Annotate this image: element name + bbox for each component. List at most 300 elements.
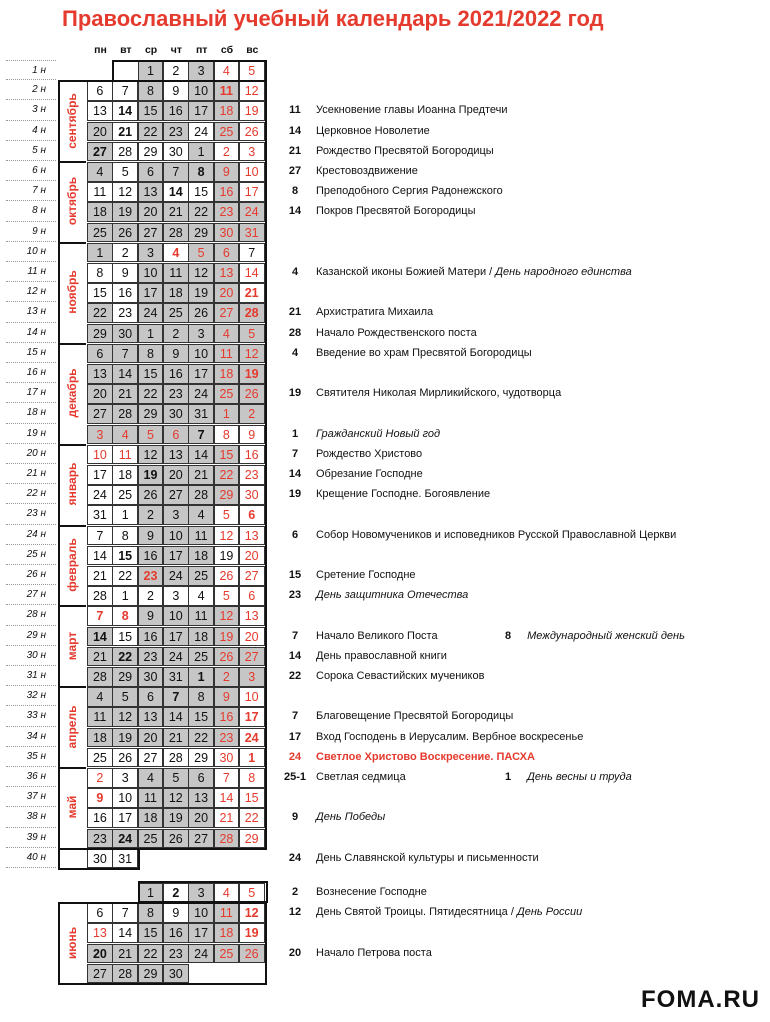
day-cell: 14 <box>112 364 138 384</box>
day-header: вт <box>120 44 132 56</box>
event-date: 7 <box>291 447 299 460</box>
day-cell: 26 <box>163 829 189 849</box>
month-divider <box>58 444 86 446</box>
day-cell: 23 <box>138 647 164 667</box>
event-date: 12 <box>288 906 302 919</box>
day-cell: 24 <box>138 303 164 323</box>
event-date: 1 <box>291 427 299 440</box>
event-date: 22 <box>288 670 302 682</box>
day-cell: 5 <box>138 425 164 445</box>
day-cell: 29 <box>214 485 240 505</box>
event-title <box>316 425 440 444</box>
day-cell: 12 <box>188 263 214 283</box>
day-cell: 26 <box>188 303 214 323</box>
week-label: 18 н <box>6 403 56 423</box>
day-cell: 7 <box>112 903 138 923</box>
day-cell: 2 <box>138 505 164 525</box>
day-cell: 10 <box>239 687 265 707</box>
month-divider <box>58 242 86 244</box>
day-cell: 8 <box>188 162 214 182</box>
day-cell: 8 <box>138 344 164 364</box>
day-cell: 22 <box>138 944 164 964</box>
event-text: Сретение Господне <box>316 569 416 581</box>
event-text: Обрезание Господне <box>316 468 423 480</box>
day-cell: 9 <box>239 425 265 445</box>
day-cell: 12 <box>112 182 138 202</box>
day-cell: 20 <box>87 944 113 964</box>
day-cell: 17 <box>188 101 214 121</box>
week-label: 7 н <box>6 181 56 201</box>
day-cell: 24 <box>112 829 138 849</box>
event-text: Светлое Христово Воскресение. ПАСХА <box>316 750 535 763</box>
day-cell: 11 <box>188 606 214 626</box>
day-cell: 8 <box>214 425 240 445</box>
day-cell: 19 <box>112 202 138 222</box>
day-cell: 22 <box>138 384 164 404</box>
day-cell: 18 <box>87 728 113 748</box>
event-text-italic: Гражданский Новый год <box>316 427 441 440</box>
day-cell: 15 <box>138 364 164 384</box>
day-cell: 29 <box>138 404 164 424</box>
day-cell: 16 <box>87 808 113 828</box>
day-cell: 23 <box>239 465 265 485</box>
event-text: Церковное Новолетие <box>316 124 430 137</box>
month-divider <box>58 161 86 163</box>
event-date: 21 <box>288 306 302 319</box>
day-cell: 23 <box>163 944 189 964</box>
day-cell: 22 <box>188 728 214 748</box>
day-cell: 9 <box>163 344 189 364</box>
week-label: 19 н <box>6 424 56 444</box>
event-title <box>316 101 508 120</box>
day-cell: 6 <box>87 81 113 101</box>
day-cell: 9 <box>87 788 113 808</box>
day-cell: 24 <box>188 384 214 404</box>
event-date: 17 <box>288 730 302 743</box>
day-cell: 4 <box>188 505 214 525</box>
month-divider <box>58 605 86 607</box>
day-cell: 14 <box>188 445 214 465</box>
day-cell: 3 <box>188 883 214 903</box>
day-cell: 18 <box>214 364 240 384</box>
event-text: Святителя Николая Мирликийского, чудотворца <box>316 387 562 400</box>
week-label: 20 н <box>6 444 56 464</box>
day-cell: 15 <box>214 445 240 465</box>
day-cell: 18 <box>163 283 189 303</box>
event-text-italic: День народного единства <box>495 266 632 278</box>
event-text: Крестовоздвижение <box>316 165 418 177</box>
day-cell: 3 <box>87 425 113 445</box>
event-title <box>316 162 418 181</box>
day-cell: 10 <box>87 445 113 465</box>
day-cell: 16 <box>239 445 265 465</box>
day-cell: 1 <box>112 586 138 606</box>
day-cell: 5 <box>239 883 265 903</box>
day-cell: 12 <box>239 344 265 364</box>
event-date: 14 <box>288 205 302 218</box>
event-date: 9 <box>291 811 299 824</box>
day-cell: 3 <box>163 586 189 606</box>
day-cell: 7 <box>112 81 138 101</box>
day-cell: 13 <box>87 101 113 121</box>
week-label: 22 н <box>6 484 56 504</box>
day-cell: 14 <box>239 263 265 283</box>
event-text: День православной книги <box>316 649 447 662</box>
event-title <box>316 384 561 403</box>
event-text: Рождество Христово <box>316 447 423 460</box>
day-cell: 18 <box>87 202 113 222</box>
day-cell: 29 <box>87 324 113 344</box>
day-cell: 22 <box>138 122 164 142</box>
month-divider <box>58 767 86 769</box>
day-cell: 27 <box>188 829 214 849</box>
day-cell: 1 <box>138 324 164 344</box>
event-text: Начало Великого Поста <box>316 629 438 642</box>
month-name: февраль <box>65 538 79 592</box>
day-cell: 28 <box>188 485 214 505</box>
day-cell: 23 <box>214 202 240 222</box>
day-cell: 10 <box>188 81 214 101</box>
day-cell: 27 <box>138 748 164 768</box>
day-cell: 1 <box>188 142 214 162</box>
day-cell: 15 <box>188 182 214 202</box>
day-cell: 11 <box>87 707 113 727</box>
day-cell: 16 <box>163 923 189 943</box>
day-cell: 6 <box>87 903 113 923</box>
day-cell: 17 <box>239 182 265 202</box>
week-label: 32 н <box>6 686 56 706</box>
event-title <box>316 808 385 827</box>
day-cell: 30 <box>214 223 240 243</box>
day-cell: 10 <box>188 903 214 923</box>
month-divider <box>58 80 86 82</box>
day-cell: 27 <box>87 142 113 162</box>
day-cell: 5 <box>188 243 214 263</box>
day-cell: 20 <box>87 384 113 404</box>
week-label: 26 н <box>6 565 56 585</box>
day-cell: 23 <box>112 303 138 323</box>
day-cell: 30 <box>87 849 113 869</box>
day-cell: 13 <box>188 788 214 808</box>
day-cell: 4 <box>87 162 113 182</box>
week-label: 23 н <box>6 504 56 524</box>
day-header: пт <box>195 44 208 56</box>
day-cell: 31 <box>87 505 113 525</box>
day-cell: 1 <box>138 883 164 903</box>
event-title <box>316 903 582 922</box>
day-cell: 27 <box>239 566 265 586</box>
event-text-italic: День России <box>516 906 583 919</box>
week-label: 13 н <box>6 302 56 322</box>
day-cell: 19 <box>188 283 214 303</box>
day-cell: 14 <box>214 788 240 808</box>
day-cell: 2 <box>214 142 240 162</box>
event-text: Вход Господень в Иерусалим. Вербное воскресенье <box>316 730 584 743</box>
day-cell: 29 <box>138 964 164 984</box>
day-cell: 4 <box>188 586 214 606</box>
week-label: 14 н <box>6 323 56 343</box>
month-name: июнь <box>65 926 79 959</box>
day-cell: 25 <box>138 829 164 849</box>
event-text: Казанской иконы Божией Матери / <box>316 266 496 278</box>
day-cell: 1 <box>87 243 113 263</box>
event-extra <box>505 768 632 787</box>
day-cell: 2 <box>138 586 164 606</box>
day-cell: 29 <box>239 829 265 849</box>
day-cell: 14 <box>112 923 138 943</box>
month-label-oct <box>60 161 84 242</box>
day-cell: 25 <box>112 485 138 505</box>
week-label: 37 н <box>6 787 56 807</box>
week-label: 24 н <box>6 525 56 545</box>
day-cell: 5 <box>112 687 138 707</box>
event-title <box>316 526 676 545</box>
day-cell: 20 <box>214 283 240 303</box>
day-cell: 6 <box>188 768 214 788</box>
event-text: Введение во храм Пресвятой Богородицы <box>316 346 532 359</box>
day-cell: 31 <box>163 667 189 687</box>
day-cell: 21 <box>188 465 214 485</box>
day-cell: 2 <box>87 768 113 788</box>
month-name: январь <box>65 462 79 506</box>
day-cell: 25 <box>87 748 113 768</box>
event-date: 20 <box>288 946 302 959</box>
day-cell: 9 <box>163 903 189 923</box>
event-title <box>316 707 513 726</box>
event-title <box>316 465 423 484</box>
day-cell: 30 <box>214 748 240 768</box>
day-cell: 7 <box>87 606 113 626</box>
day-cell: 9 <box>138 526 164 546</box>
day-cell: 11 <box>214 903 240 923</box>
event-title <box>316 647 447 666</box>
week-label: 21 н <box>6 464 56 484</box>
day-cell: 20 <box>87 122 113 142</box>
day-cell: 17 <box>163 546 189 566</box>
day-cell: 4 <box>214 324 240 344</box>
day-cell: 20 <box>138 202 164 222</box>
day-cell: 18 <box>112 465 138 485</box>
day-cell: 16 <box>138 546 164 566</box>
day-cell: 7 <box>239 243 265 263</box>
day-cell: 8 <box>87 263 113 283</box>
event-title <box>316 566 416 585</box>
day-cell: 16 <box>214 707 240 727</box>
event-date: 1 <box>505 771 512 783</box>
day-cell: 12 <box>214 606 240 626</box>
day-cell: 26 <box>214 647 240 667</box>
day-cell: 29 <box>188 223 214 243</box>
day-cell: 10 <box>163 606 189 626</box>
month-label-may <box>60 767 84 848</box>
day-cell: 7 <box>163 162 189 182</box>
day-cell: 13 <box>163 445 189 465</box>
day-cell: 11 <box>163 263 189 283</box>
day-cell: 3 <box>188 61 214 81</box>
event-date: 14 <box>288 468 302 480</box>
day-cell: 6 <box>138 162 164 182</box>
day-cell: 14 <box>112 101 138 121</box>
day-cell: 9 <box>214 687 240 707</box>
day-cell: 31 <box>239 223 265 243</box>
event-title: Международный женский день <box>527 629 685 642</box>
day-cell: 15 <box>87 283 113 303</box>
day-cell: 28 <box>163 223 189 243</box>
event-date: 7 <box>291 629 299 642</box>
day-cell: 11 <box>87 182 113 202</box>
day-cell: 2 <box>163 883 189 903</box>
day-cell: 31 <box>112 849 138 869</box>
day-header: сб <box>220 44 234 56</box>
day-cell: 4 <box>214 883 240 903</box>
day-cell: 22 <box>214 465 240 485</box>
day-cell: 18 <box>188 546 214 566</box>
month-label-jun <box>60 902 84 983</box>
event-title <box>316 202 476 221</box>
day-cell: 1 <box>138 61 164 81</box>
event-date: 19 <box>288 387 302 400</box>
day-cell: 5 <box>214 586 240 606</box>
day-cell: 21 <box>87 566 113 586</box>
day-cell: 27 <box>87 964 113 984</box>
day-cell: 26 <box>112 223 138 243</box>
week-label: 8 н <box>6 201 56 221</box>
day-cell: 4 <box>138 768 164 788</box>
day-cell: 20 <box>239 627 265 647</box>
day-cell: 24 <box>239 202 265 222</box>
event-title <box>316 944 432 963</box>
day-cell: 25 <box>214 122 240 142</box>
week-label: 33 н <box>6 706 56 726</box>
event-date: 4 <box>291 346 299 359</box>
day-cell: 11 <box>214 344 240 364</box>
day-cell: 14 <box>87 546 113 566</box>
day-cell: 11 <box>112 445 138 465</box>
day-cell: 29 <box>138 142 164 162</box>
month-label-jan <box>60 444 84 525</box>
day-cell: 12 <box>163 788 189 808</box>
day-cell: 25 <box>214 384 240 404</box>
day-cell: 28 <box>163 748 189 768</box>
week-label: 1 н <box>6 60 56 80</box>
month-divider <box>58 686 86 688</box>
day-cell: 26 <box>138 485 164 505</box>
day-cell: 3 <box>239 142 265 162</box>
day-cell: 4 <box>112 425 138 445</box>
day-cell: 4 <box>87 687 113 707</box>
month-label-dec <box>60 343 84 444</box>
day-cell: 23 <box>214 728 240 748</box>
week-label: 17 н <box>6 383 56 403</box>
day-cell: 17 <box>87 465 113 485</box>
day-cell: 22 <box>188 202 214 222</box>
day-cell: 25 <box>188 566 214 586</box>
day-cell: 28 <box>239 303 265 323</box>
event-date: 24 <box>288 750 302 763</box>
week-label: 12 н <box>6 282 56 302</box>
event-title <box>316 324 477 343</box>
day-cell: 21 <box>214 808 240 828</box>
day-cell: 28 <box>87 586 113 606</box>
event-text: День Святой Троицы. Пятидесятница / <box>316 906 517 919</box>
event-text: День Славянской культуры и письменности <box>316 851 539 864</box>
event-date: 7 <box>291 710 299 723</box>
month-name: декабрь <box>65 368 79 418</box>
month-label-mar <box>60 605 84 686</box>
event-title <box>316 883 427 902</box>
day-cell: 17 <box>188 364 214 384</box>
day-cell: 19 <box>163 808 189 828</box>
week-label: 40 н <box>6 848 56 868</box>
day-cell: 6 <box>87 344 113 364</box>
day-cell: 15 <box>138 101 164 121</box>
day-cell: 10 <box>163 526 189 546</box>
day-cell: 10 <box>188 344 214 364</box>
day-cell: 12 <box>239 81 265 101</box>
day-cell: 21 <box>112 944 138 964</box>
day-cell: 1 <box>214 404 240 424</box>
week-label: 29 н <box>6 626 56 646</box>
month-divider <box>58 343 86 345</box>
event-date: 2 <box>291 886 299 898</box>
day-cell: 22 <box>112 566 138 586</box>
day-cell: 15 <box>188 707 214 727</box>
event-text-italic: День защитника Отечества <box>316 589 469 602</box>
week-label: 39 н <box>6 828 56 848</box>
day-cell: 24 <box>239 728 265 748</box>
event-title <box>316 667 484 686</box>
day-cell: 8 <box>112 606 138 626</box>
day-cell: 13 <box>87 364 113 384</box>
day-cell: 26 <box>112 748 138 768</box>
day-cell: 1 <box>112 505 138 525</box>
week-label: 16 н <box>6 363 56 383</box>
day-cell: 31 <box>188 404 214 424</box>
day-cell: 30 <box>138 667 164 687</box>
week-label: 35 н <box>6 747 56 767</box>
event-title <box>316 263 632 282</box>
day-cell: 27 <box>163 485 189 505</box>
event-extra <box>505 627 685 646</box>
day-cell: 13 <box>239 526 265 546</box>
day-cell: 30 <box>163 404 189 424</box>
day-cell: 16 <box>163 101 189 121</box>
event-text: Усекновение главы Иоанна Предтечи <box>316 104 508 117</box>
event-title <box>316 586 468 605</box>
day-cell: 30 <box>239 485 265 505</box>
day-cell: 6 <box>239 586 265 606</box>
day-cell: 17 <box>188 923 214 943</box>
day-cell: 28 <box>112 404 138 424</box>
week-label: 6 н <box>6 161 56 181</box>
month-name: май <box>65 796 79 819</box>
day-cell: 15 <box>112 627 138 647</box>
brand-logo: FOMA.RU <box>641 986 760 1013</box>
day-cell: 3 <box>163 505 189 525</box>
event-text: Крещение Господне. Богоявление <box>316 488 491 501</box>
day-header: вс <box>246 44 259 56</box>
week-label: 27 н <box>6 585 56 605</box>
day-cell: 18 <box>214 101 240 121</box>
day-cell: 23 <box>163 384 189 404</box>
day-cell: 15 <box>239 788 265 808</box>
day-cell: 9 <box>163 81 189 101</box>
event-text: Архистратига Михаила <box>316 306 434 319</box>
day-cell: 12 <box>138 445 164 465</box>
day-cell: 3 <box>239 667 265 687</box>
month-name: ноябрь <box>65 270 79 315</box>
day-cell: 5 <box>112 162 138 182</box>
